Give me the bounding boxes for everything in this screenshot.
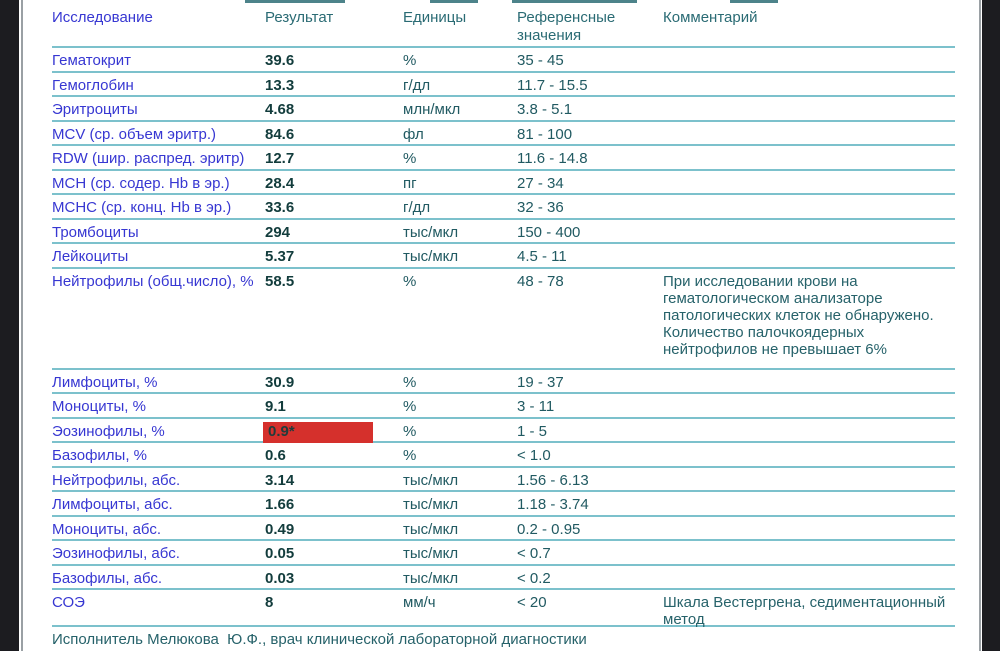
table-row: [52, 443, 955, 468]
result-cell: [265, 419, 403, 443]
units-cell: %: [403, 398, 417, 415]
comment-cell: При исследовании крови на гематологическом анализаторе патологических клеток не обнаружено. Количество палочкоядерных нейтрофилов не превышает 6%: [663, 272, 934, 358]
reference-range-cell: < 1.0: [517, 447, 551, 464]
test-name-cell: Нейтрофилы, абс.: [52, 471, 181, 489]
lab-report-panel: [23, 0, 979, 651]
comment-cell: Шкала Вестергрена, седиментационный метод: [663, 594, 946, 628]
result-cell: 0.05: [265, 545, 295, 562]
table-row: [52, 220, 955, 245]
results-table: [52, 0, 955, 627]
window-edge-right: [982, 0, 1000, 651]
test-name-cell: MCHC (ср. конц. Hb в эр.): [52, 199, 232, 216]
result-cell: 9.1: [265, 398, 286, 415]
clipped-text-remnant: [430, 0, 478, 3]
units-cell: фл: [403, 125, 424, 143]
table-row: [52, 419, 955, 444]
test-name-cell: Базофилы, %: [52, 447, 147, 464]
test-name-cell: Гемоглобин: [52, 76, 134, 94]
units-cell: тыс/мкл: [403, 223, 459, 241]
units-cell: тыс/мкл: [403, 520, 459, 538]
units-cell: %: [403, 52, 417, 69]
reference-range-cell: 4.5 - 11: [517, 248, 567, 265]
table-row: [52, 171, 955, 196]
abnormal-result-highlight: 0.9*: [263, 422, 373, 443]
results-table-header: [52, 0, 955, 48]
table-row: [52, 269, 955, 370]
test-name-cell: Лимфоциты, абс.: [52, 496, 173, 513]
comment-cell: [663, 73, 955, 77]
result-cell: 28.4: [265, 174, 295, 192]
result-cell: 30.9: [265, 373, 295, 391]
units-cell: тыс/мкл: [403, 569, 459, 587]
comment-cell: [663, 394, 955, 398]
test-name-cell: MCH (ср. содер. Hb в эр.): [52, 174, 230, 192]
table-row: [52, 244, 955, 269]
result-cell: 294: [265, 223, 291, 241]
test-name-cell: Лимфоциты, %: [52, 373, 158, 391]
reference-range-cell: 1.18 - 3.74: [517, 496, 589, 513]
result-cell: 58.5: [265, 272, 295, 290]
result-cell: 8: [265, 594, 274, 611]
result-cell: 33.6: [265, 199, 295, 216]
reference-range-cell: 11.6 - 14.8: [517, 150, 588, 167]
comment-cell: [663, 171, 955, 175]
comment-cell: [663, 146, 955, 150]
window-edge-left: [0, 0, 19, 651]
comment-cell: [663, 566, 955, 570]
column-header-units: Единицы: [403, 9, 467, 26]
reference-range-cell: 81 - 100: [517, 125, 573, 143]
test-name-cell: Базофилы, абс.: [52, 569, 163, 587]
reference-range-cell: 0.2 - 0.95: [517, 520, 581, 538]
table-row: [52, 566, 955, 591]
content-border-right: [979, 0, 981, 651]
test-name-cell: СОЭ: [52, 594, 85, 611]
reference-range-cell: 32 - 36: [517, 199, 564, 216]
test-name-cell: Эозинофилы, %: [52, 422, 165, 440]
test-name-cell: Нейтрофилы (общ.число), %: [52, 272, 254, 290]
table-row: [52, 195, 955, 220]
result-cell: 1.66: [265, 496, 295, 513]
column-header-comment: Комментарий: [663, 9, 758, 26]
comment-cell: [663, 492, 955, 496]
result-cell: 5.37: [265, 248, 295, 265]
table-row: [52, 492, 955, 517]
table-row: [52, 541, 955, 566]
test-name-cell: Моноциты, %: [52, 398, 146, 415]
comment-cell: [663, 419, 955, 423]
results-table-body: [52, 48, 955, 627]
reference-range-cell: 48 - 78: [517, 272, 564, 290]
comment-cell: [663, 97, 955, 101]
comment-cell: [663, 122, 955, 126]
units-cell: %: [403, 373, 417, 391]
comment-cell: [663, 517, 955, 521]
reference-range-cell: 27 - 34: [517, 174, 564, 192]
reference-range-cell: 1.56 - 6.13: [517, 471, 589, 489]
result-cell: 4.68: [265, 101, 295, 118]
column-header-result: Результат: [265, 9, 334, 26]
reference-range-cell: 150 - 400: [517, 223, 581, 241]
test-name-cell: Гематокрит: [52, 52, 131, 69]
reference-range-cell: 1 - 5: [517, 422, 548, 440]
units-cell: тыс/мкл: [403, 471, 459, 489]
result-cell: 12.7: [265, 150, 295, 167]
table-row: [52, 590, 955, 627]
comment-cell: [663, 220, 955, 224]
column-header-test: Исследование: [52, 9, 153, 26]
table-row: [52, 122, 955, 147]
units-cell: тыс/мкл: [403, 248, 459, 265]
reference-range-cell: < 0.7: [517, 545, 551, 562]
table-row: [52, 370, 955, 395]
comment-cell: [663, 370, 955, 374]
result-cell: 0.6: [265, 447, 286, 464]
table-row: [52, 73, 955, 98]
units-cell: %: [403, 150, 417, 167]
reference-range-cell: 19 - 37: [517, 373, 564, 391]
reference-range-cell: < 20: [517, 594, 547, 611]
units-cell: пг: [403, 174, 417, 192]
clipped-text-remnant: [245, 0, 345, 3]
units-cell: тыс/мкл: [403, 496, 459, 513]
table-row: [52, 48, 955, 73]
comment-cell: [663, 244, 955, 248]
test-name-cell: Эритроциты: [52, 101, 138, 118]
table-row: [52, 468, 955, 493]
result-cell: 13.3: [265, 76, 295, 94]
table-row: [52, 146, 955, 171]
test-name-cell: Лейкоциты: [52, 248, 129, 265]
units-cell: млн/мкл: [403, 101, 461, 118]
test-name-cell: Эозинофилы, абс.: [52, 545, 180, 562]
units-cell: тыс/мкл: [403, 545, 459, 562]
reference-range-cell: 3.8 - 5.1: [517, 101, 573, 118]
reference-range-cell: 3 - 11: [517, 398, 555, 415]
table-row: [52, 394, 955, 419]
units-cell: %: [403, 272, 417, 290]
units-cell: %: [403, 422, 417, 440]
units-cell: г/дл: [403, 199, 431, 216]
test-name-cell: Моноциты, абс.: [52, 520, 162, 538]
comment-cell: [663, 541, 955, 545]
test-name-cell: MCV (ср. объем эритр.): [52, 125, 217, 143]
result-cell: 3.14: [265, 471, 295, 489]
table-row: [52, 517, 955, 542]
column-header-reference: Референсные значения: [517, 9, 616, 44]
result-cell: 0.49: [265, 520, 295, 538]
test-name-cell: Тромбоциты: [52, 223, 139, 241]
result-cell: 39.6: [265, 52, 295, 69]
table-row: [52, 97, 955, 122]
clipped-text-remnant: [512, 0, 637, 3]
comment-cell: [663, 468, 955, 472]
reference-range-cell: 11.7 - 15.5: [517, 76, 588, 94]
test-name-cell: RDW (шир. распред. эритр): [52, 150, 245, 167]
units-cell: %: [403, 447, 417, 464]
report-executor-note: Исполнитель Мелюкова Ю.Ф., врач клинической лабораторной диагностики: [52, 631, 587, 648]
result-cell: 0.03: [265, 569, 295, 587]
comment-cell: [663, 195, 955, 199]
result-cell: 84.6: [265, 125, 295, 143]
reference-range-cell: < 0.2: [517, 569, 551, 587]
clipped-text-remnant: [730, 0, 778, 3]
comment-cell: [663, 48, 955, 52]
comment-cell: [663, 443, 955, 447]
units-cell: мм/ч: [403, 594, 436, 611]
units-cell: г/дл: [403, 76, 431, 94]
reference-range-cell: 35 - 45: [517, 52, 564, 69]
